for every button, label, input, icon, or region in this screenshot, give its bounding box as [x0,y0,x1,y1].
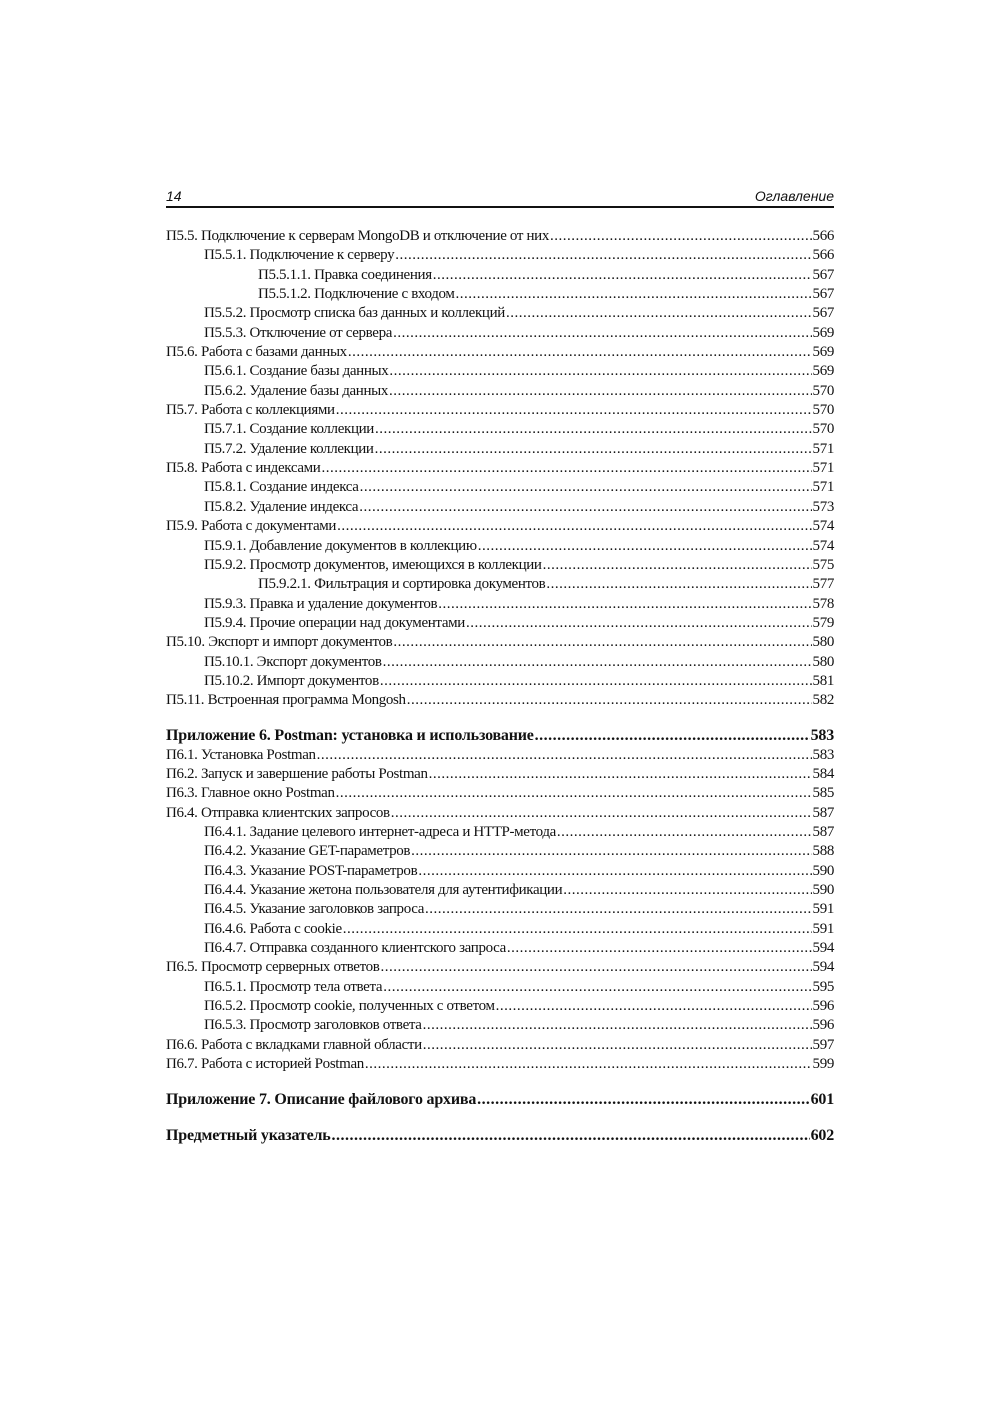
table-of-contents [166,227,834,1146]
toc-entry-page: 567 [812,286,834,303]
toc-entry-page: 594 [812,940,834,957]
toc-entry[interactable] [166,304,834,323]
toc-entry-page: 570 [812,421,834,438]
toc-entry[interactable] [166,939,834,958]
toc-entry-title: Приложение 6. Postman: установка и использование [166,726,534,744]
leader-dots [423,1016,812,1035]
toc-entry-title: П6.4.6. Работа с cookie [204,920,342,937]
toc-entry-page: 577 [812,576,834,593]
leader-dots [478,537,812,556]
leader-dots [395,246,811,265]
toc-entry-page: 570 [812,382,834,399]
toc-entry[interactable] [166,997,834,1016]
toc-chapter-entry[interactable] [166,1090,834,1110]
leader-dots [383,978,811,997]
toc-entry-title: П5.7. Работа с коллекциями [166,402,335,419]
toc-entry-page: 571 [812,460,834,477]
toc-entry-page: 590 [812,882,834,898]
toc-entry-title: П6.1. Установка Postman [166,746,316,763]
toc-entry-title: П5.6.1. Создание базы данных [204,363,389,380]
toc-entry[interactable] [166,900,834,919]
toc-entry[interactable] [166,324,834,343]
toc-entry-page: 585 [812,785,834,802]
leader-dots [496,997,812,1016]
toc-entry-page: 601 [810,1091,834,1109]
leader-dots [393,633,811,652]
toc-entry-title: П5.9.2.1. Фильтрация и сортировка документов [258,576,546,593]
toc-entry-page: 575 [812,556,834,573]
toc-entry[interactable] [166,862,834,881]
leader-dots [336,784,812,803]
toc-entry-title: П6.5.1. Просмотр тела ответа [204,978,383,995]
leader-dots [321,459,811,478]
toc-entry-title: П5.9.4. Прочие операции над документами [204,614,465,631]
leader-dots [393,324,811,343]
toc-entry-title: П5.10.1. Экспорт документов [204,653,382,670]
leader-dots [563,881,811,900]
toc-entry-title: П6.4.5. Указание заголовков запроса [204,901,425,918]
toc-entry[interactable] [166,920,834,939]
toc-entry[interactable] [166,746,834,765]
toc-entry-page: 566 [812,228,834,244]
leader-dots [348,343,812,362]
toc-entry-title: Приложение 7. Описание файлового архива [166,1091,477,1109]
toc-entry[interactable] [166,420,834,439]
toc-entry[interactable] [166,881,834,900]
leader-dots [332,1126,810,1146]
toc-entry-title: П5.9.1. Добавление документов в коллекцию [204,537,477,554]
toc-entry-title: П6.3. Главное окно Postman [166,785,335,802]
toc-entry-title: П5.5.1. Подключение к серверу [204,247,395,264]
toc-entry-title: П6.2. Запуск и завершение работы Postman [166,765,428,782]
toc-entry-page: 583 [812,746,834,763]
toc-entry[interactable] [166,653,834,672]
toc-entry-page: 580 [812,653,834,670]
toc-entry[interactable] [166,285,834,304]
toc-entry[interactable] [166,842,834,861]
leader-dots [429,765,812,784]
leader-dots [383,653,812,672]
leader-dots [546,575,811,594]
toc-entry-page: 597 [812,1036,834,1053]
toc-entry-page: 588 [812,843,834,860]
running-section-title: Оглавление [754,188,834,204]
leader-dots [336,401,812,420]
toc-entry[interactable] [166,401,834,420]
toc-entry-page: 571 [812,440,834,457]
toc-entry[interactable] [166,478,834,497]
toc-entry[interactable] [166,266,834,285]
toc-entry-title: П5.5.2. Просмотр списка баз данных и коллекций [204,305,505,322]
leader-dots [375,440,812,459]
toc-entry-page: 591 [812,901,834,918]
toc-entry-page: 587 [812,823,834,840]
toc-entry-title: П5.7.1. Создание коллекции [204,421,374,438]
toc-entry-page: 569 [812,363,834,380]
leader-dots [411,842,811,861]
toc-entry-title: П5.5.1.1. Правка соединения [258,266,432,283]
toc-entry-page: 583 [810,726,834,744]
toc-entry[interactable] [166,1016,834,1035]
toc-entry-title: П6.7. Работа с историей Postman [166,1056,364,1073]
toc-entry[interactable] [166,1055,834,1074]
toc-entry-title: П5.10. Экспорт и импорт документов [166,634,393,651]
toc-entry-page: 566 [812,247,834,264]
toc-entry-page: 587 [812,804,834,821]
toc-entry-title: П5.9.3. Правка и удаление документов [204,595,438,612]
toc-entry[interactable] [166,595,834,614]
toc-entry-page: 581 [812,672,834,689]
toc-entry[interactable] [166,537,834,556]
toc-entry-title: П5.8. Работа с индексами [166,460,321,477]
toc-entry-page: 571 [812,479,834,496]
toc-entry-title: П6.4.7. Отправка созданного клиентского запроса [204,940,506,957]
page-number: 14 [166,188,182,204]
leader-dots [550,227,812,246]
toc-entry-page: 569 [812,344,834,361]
toc-entry[interactable] [166,614,834,633]
leader-dots [466,614,812,633]
toc-entry-title: П5.10.2. Импорт документов [204,672,379,689]
toc-entry-title: П5.11. Встроенная программа Mongosh [166,692,406,709]
toc-entry-title: П5.8.2. Удаление индекса [204,498,359,515]
running-header [166,188,834,208]
toc-entry-title: П5.7.2. Удаление коллекции [204,440,374,457]
leader-dots [375,420,812,439]
leader-dots [360,478,812,497]
toc-entry[interactable] [166,633,834,652]
leader-dots [543,556,812,575]
toc-chapter-entry[interactable] [166,726,834,746]
leader-dots [380,672,812,691]
toc-entry-page: 567 [812,305,834,322]
toc-entry[interactable] [166,575,834,594]
leader-dots [557,823,812,842]
toc-entry-title: П5.6.2. Удаление базы данных [204,382,389,399]
toc-entry[interactable] [166,343,834,362]
toc-entry[interactable] [166,459,834,478]
leader-dots [438,595,811,614]
toc-entry-page: 584 [812,765,834,782]
leader-dots [477,1090,809,1110]
toc-entry-title: П6.5.3. Просмотр заголовков ответа [204,1017,422,1034]
toc-entry-page: 580 [812,634,834,651]
toc-entry-page: 579 [812,614,834,631]
toc-entry-page: 591 [812,920,834,937]
toc-entry[interactable] [166,517,834,536]
leader-dots [389,382,812,401]
toc-entry-page: 595 [812,978,834,995]
toc-entry[interactable] [166,784,834,803]
toc-entry-page: 567 [812,266,834,283]
leader-dots [456,285,812,304]
leader-dots [418,862,811,881]
toc-entry-page: 574 [812,537,834,554]
toc-entry-page: 570 [812,402,834,419]
toc-entry-title: П5.8.1. Создание индекса [204,479,359,496]
toc-entry-title: П6.4. Отправка клиентских запросов [166,804,390,821]
toc-entry-title: П6.4.3. Указание POST-параметров [204,862,418,879]
leader-dots [381,958,812,977]
toc-entry[interactable] [166,498,834,517]
leader-dots [317,746,812,765]
toc-chapter-entry[interactable] [166,1126,834,1146]
toc-entry[interactable] [166,362,834,381]
toc-entry[interactable] [166,672,834,691]
toc-entry-title: П6.4.4. Указание жетона пользователя для аутентификации [204,882,563,898]
toc-entry-page: 596 [812,998,834,1015]
toc-entry[interactable] [166,958,834,977]
toc-entry-page: 602 [810,1127,834,1145]
leader-dots [343,920,812,939]
leader-dots [407,691,812,710]
toc-entry[interactable] [166,556,834,575]
toc-entry-page: 590 [812,862,834,879]
toc-entry-title: П6.4.1. Задание целевого интернет-адреса и HTTP-метода [204,823,556,840]
toc-entry-title: П5.9.2. Просмотр документов, имеющихся в коллекции [204,556,542,573]
toc-entry-title: П5.5.3. Отключение от сервера [204,324,393,341]
toc-entry[interactable] [166,765,834,784]
toc-entry[interactable] [166,382,834,401]
leader-dots [506,304,812,323]
leader-dots [337,517,811,536]
toc-entry-title: П5.9. Работа с документами [166,518,337,535]
toc-entry-title: П5.6. Работа с базами данных [166,344,347,361]
toc-entry[interactable] [166,823,834,842]
toc-entry-title: П6.5. Просмотр серверных ответов [166,959,380,976]
toc-entry-page: 578 [812,595,834,612]
toc-entry-page: 599 [812,1056,834,1073]
toc-entry-page: 596 [812,1017,834,1034]
leader-dots [425,900,812,919]
toc-entry[interactable] [166,440,834,459]
toc-entry-page: 573 [812,498,834,515]
toc-entry[interactable] [166,227,834,246]
toc-entry-title: П6.6. Работа с вкладками главной области [166,1036,422,1053]
toc-entry-title: П5.5. Подключение к серверам MongoDB и отключение от них [166,228,549,244]
toc-entry[interactable] [166,978,834,997]
leader-dots [433,266,812,285]
toc-entry[interactable] [166,246,834,265]
toc-entry[interactable] [166,804,834,823]
toc-entry[interactable] [166,1036,834,1055]
leader-dots [359,498,811,517]
leader-dots [507,939,812,958]
leader-dots [391,804,812,823]
leader-dots [365,1055,812,1074]
toc-entry[interactable] [166,691,834,710]
leader-dots [535,726,810,746]
toc-entry-title: П6.5.2. Просмотр cookie, полученных с ответом [204,998,495,1015]
toc-entry-page: 569 [812,324,834,341]
toc-entry-page: 594 [812,959,834,976]
toc-entry-title: П6.4.2. Указание GET-параметров [204,843,411,860]
toc-entry-page: 574 [812,518,834,535]
toc-entry-page: 582 [812,692,834,709]
toc-entry-title: П5.5.1.2. Подключение с входом [258,286,455,303]
leader-dots [389,362,811,381]
toc-entry-title: Предметный указатель [166,1127,331,1145]
leader-dots [423,1036,812,1055]
